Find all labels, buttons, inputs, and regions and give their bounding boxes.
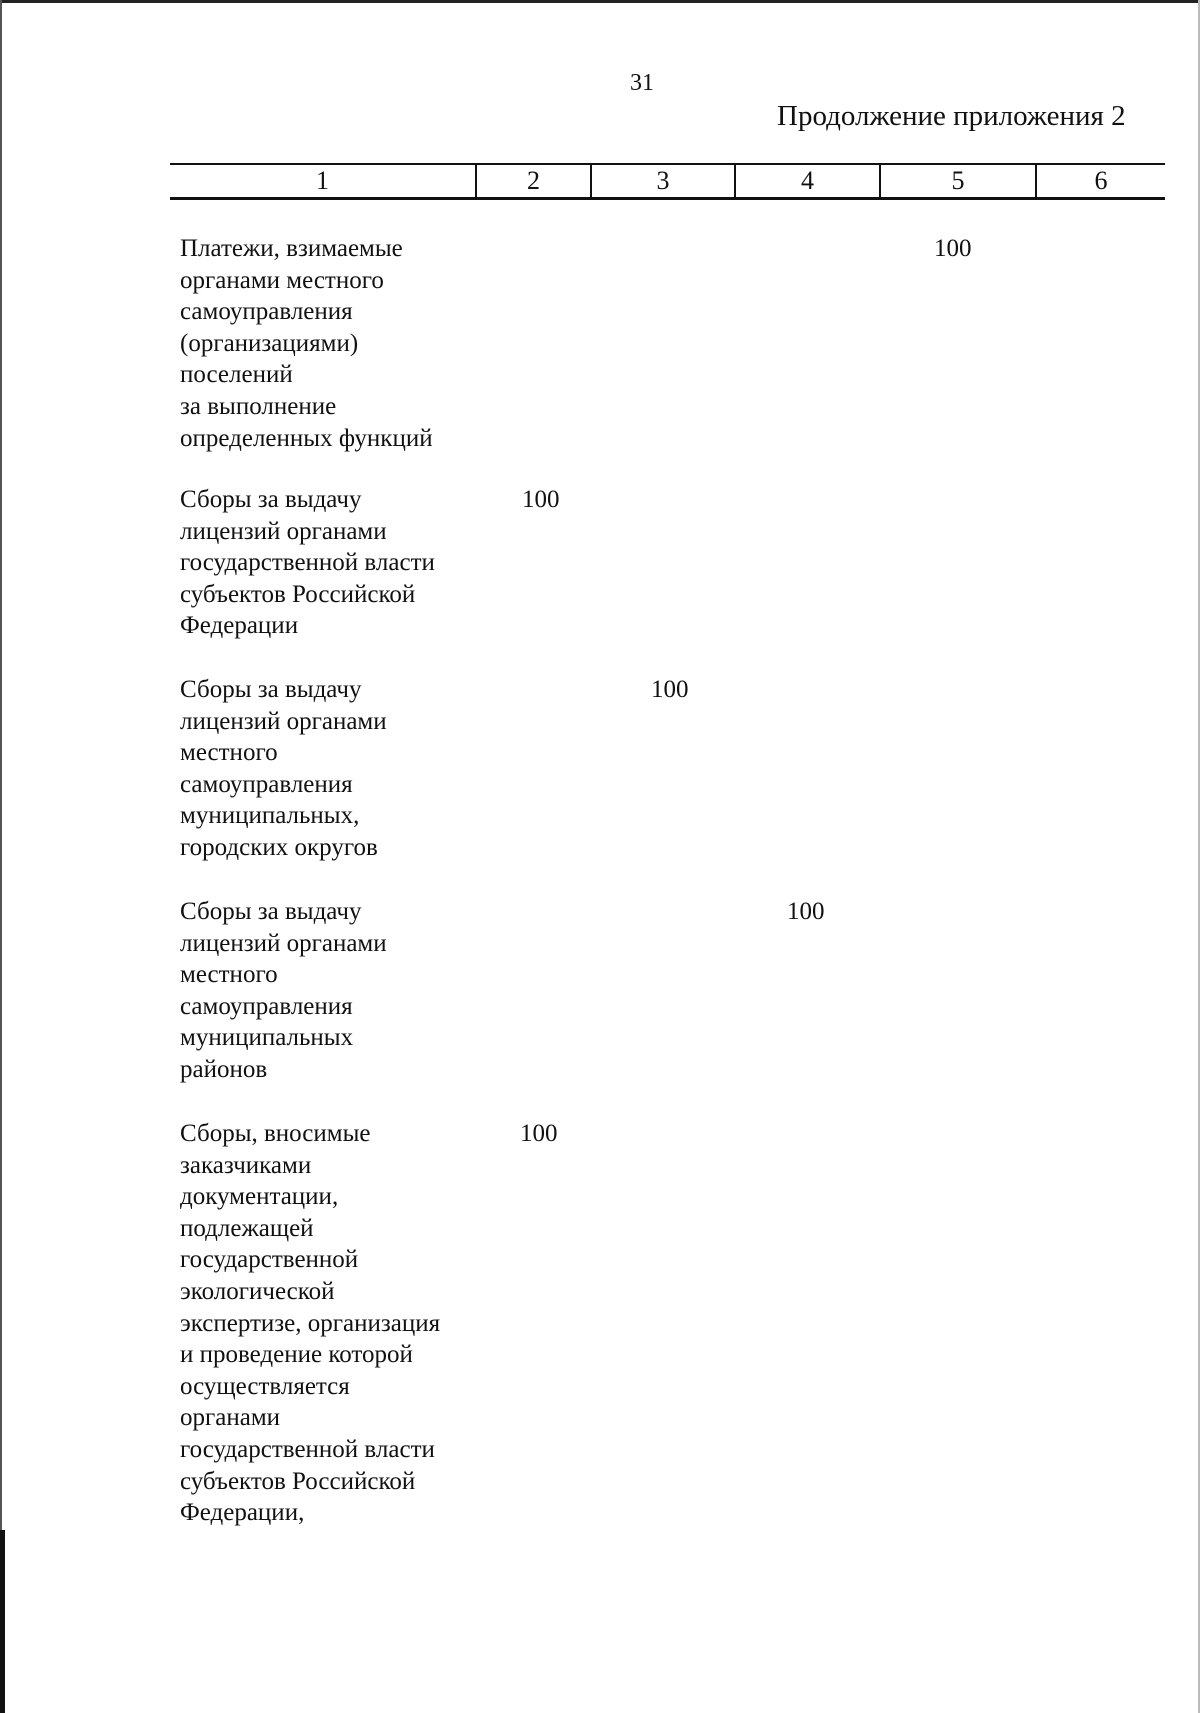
table-header-top-rule: [170, 163, 1165, 165]
header-cell-4: 4: [801, 166, 814, 195]
row-value-col2: 100: [522, 486, 560, 513]
header-cell-5: 5: [951, 166, 965, 195]
row-label: Платежи, взимаемые органами местного самоуправления (организациями) поселений за выполнение определенных функций: [180, 235, 433, 452]
row-value-col4: 100: [787, 898, 825, 925]
row-label: Сборы за выдачу лицензий органами местного самоуправления муниципальных районов: [180, 898, 387, 1083]
row-label: Сборы, вносимые заказчиками документации, подлежащей государственной экологической экспертизе, организация и проведение которой осуществляется органами государственной власти субъектов Российской Федерации,: [180, 1120, 441, 1527]
row-value-col2: 100: [520, 1120, 558, 1147]
row-label: Сборы за выдачу лицензий органами местного самоуправления муниципальных, городских округов: [180, 676, 387, 861]
scan-edge-left: [0, 0, 2, 1713]
page-number: 31: [630, 70, 654, 96]
row-label: Сборы за выдачу лицензий органами государственной власти субъектов Российской Федерации: [180, 486, 435, 640]
scan-edge-left-shadow: [0, 1530, 5, 1713]
header-cell-1: 1: [316, 166, 329, 195]
header-cell-3: 3: [656, 166, 670, 195]
row-value-col5: 100: [934, 235, 972, 262]
header-cell-2: 2: [527, 166, 540, 195]
scan-edge-top: [0, 0, 1200, 3]
appendix-note: Продолжение приложения 2: [777, 100, 1126, 132]
header-cell-6: 6: [1094, 166, 1108, 195]
table-header-bottom-rule: [170, 197, 1165, 200]
row-value-col3: 100: [651, 676, 689, 703]
